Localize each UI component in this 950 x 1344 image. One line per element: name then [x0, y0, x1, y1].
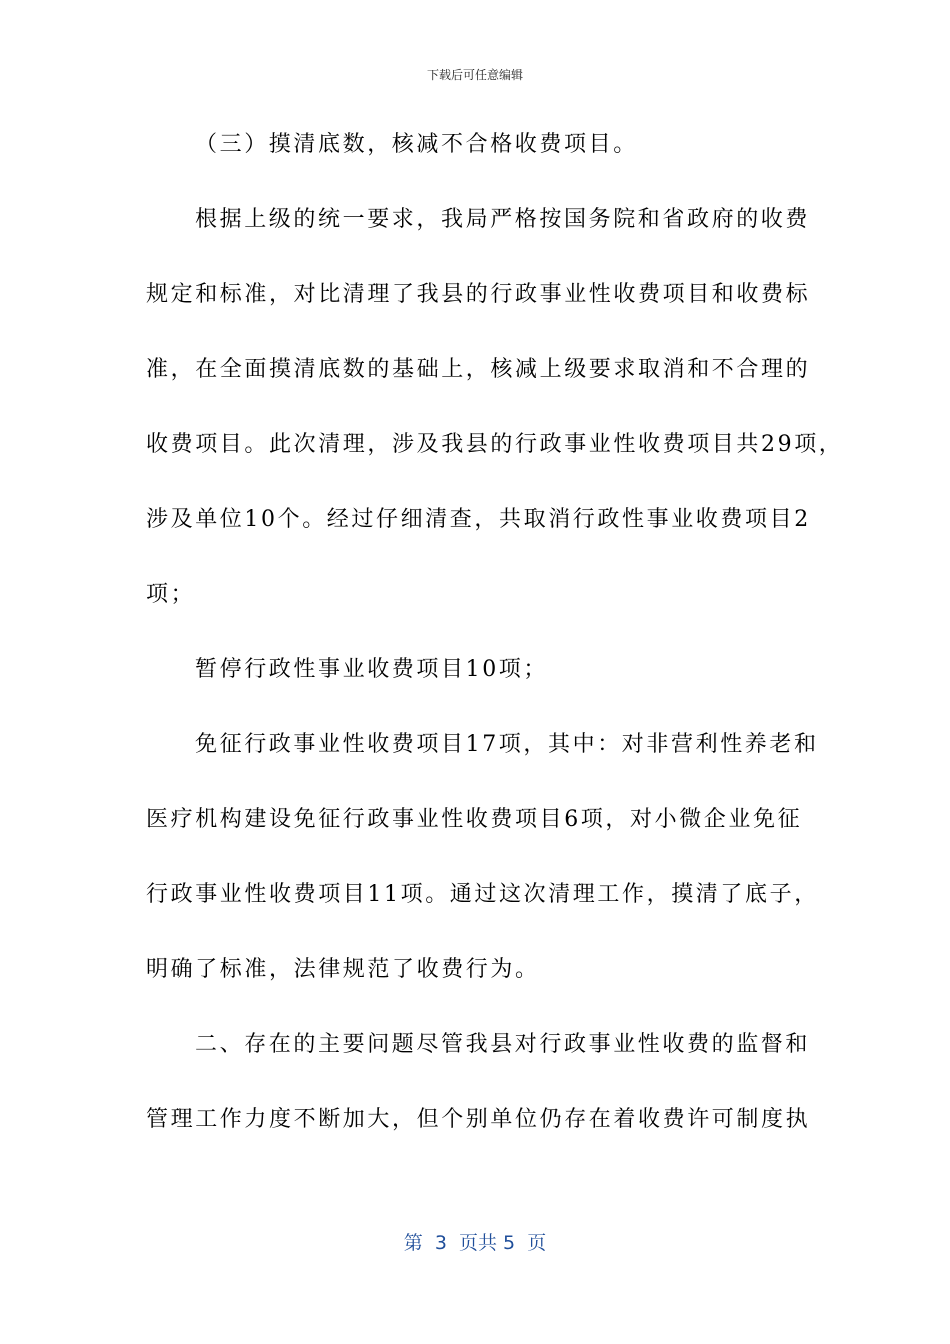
text-line: 行政事业性收费项目11项。通过这次清理工作，摸清了底子， [146, 882, 819, 907]
text-line: 收费项目。此次清理，涉及我县的行政事业性收费项目共29项， [146, 432, 844, 457]
text-line: 免征行政事业性收费项目17项，其中：对非营利性养老和 [195, 732, 819, 757]
text-line: 二、存在的主要问题尽管我县对行政事业性收费的监督和 [195, 1032, 811, 1057]
text-line: 规定和标准，对比清理了我县的行政事业性收费项目和收费标 [146, 282, 811, 307]
section-heading: （三）摸清底数，核减不合格收费项目。 [195, 132, 638, 157]
text-line: 医疗机构建设免征行政事业性收费项目6项，对小微企业免征 [146, 807, 803, 832]
text-line: 明确了标准，法律规范了收费行为。 [146, 957, 540, 982]
page-number: 第 3 页共 5 页 [403, 1232, 547, 1254]
text-line: 项； [146, 582, 196, 607]
text-line: 管理工作力度不断加大，但个别单位仍存在着收费许可制度执 [146, 1107, 811, 1132]
text-line: 暂停行政性事业收费项目10项； [195, 657, 548, 682]
text-line: 涉及单位10个。经过仔细清查，共取消行政性事业收费项目2 [146, 507, 811, 532]
text-line: 准，在全面摸清底数的基础上，核减上级要求取消和不合理的 [146, 357, 811, 382]
header-note: 下载后可任意编辑 [426, 68, 523, 82]
text-line: 根据上级的统一要求，我局严格按国务院和省政府的收费 [195, 207, 811, 232]
